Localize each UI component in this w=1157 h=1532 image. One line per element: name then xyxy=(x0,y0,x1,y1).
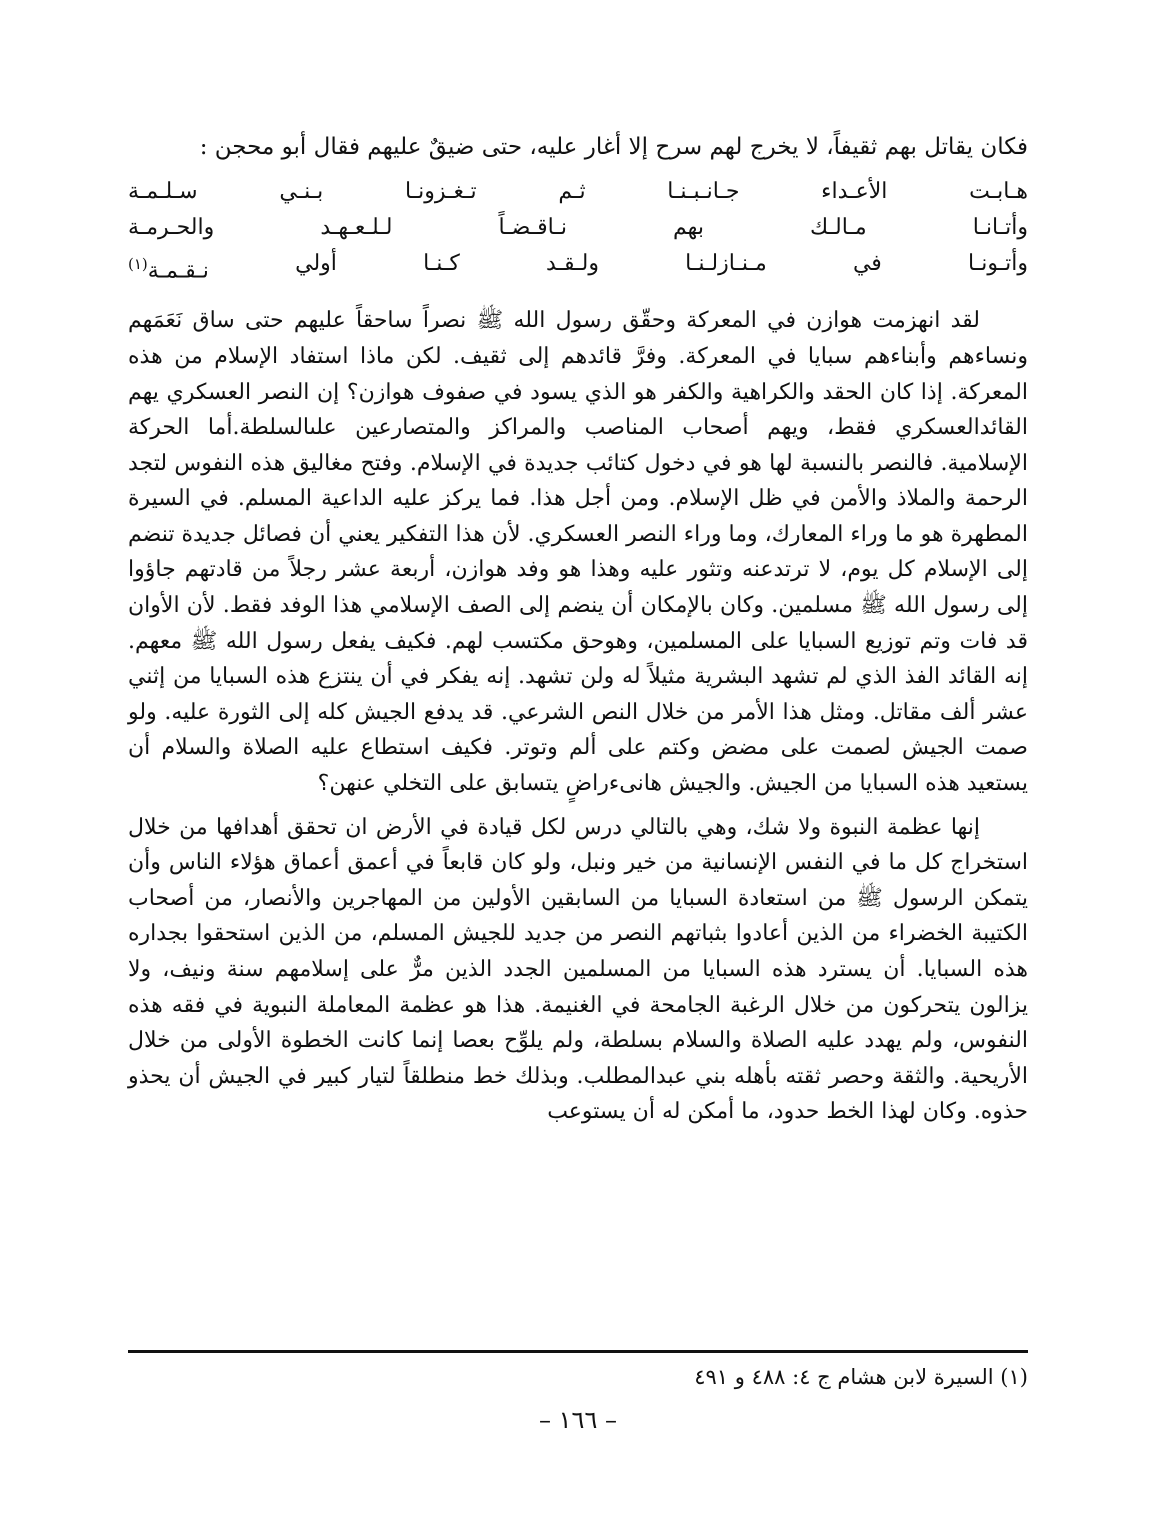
paragraph: إنها عظمة النبوة ولا شك، وهي بالتالي درس لكل قيادة في الأرض ان تحقق أهدافها من خلال استخراج كل ما في النفس الإنسانية من خير ونبل، ولو كان قابعاً في أعمق أعماق هؤلاء الناس وأن يتمكن الرسول ﷺ من استعادة السبايا من السابقين الأولين من المهاجرين والأنصار، من أصحاب الكتيبة الخضراء من الذين أعادوا بثباتهم النصر من جديد للجيش المسلم، من الذين استحقوا بجداره هذه السبايا. أن يسترد هذه السبايا من المسلمين الجدد الذين مرٌّ على إسلامهم سنة ونيف، ولا يزالون يتحركون من خلال الرغبة الجامحة في الغنيمة. هذا هو عظمة المعاملة النبوية في فقه هذه النفوس، ولم يهدد عليه الصلاة والسلام بسلطة، ولم يلوِّح بعصا إنما كانت الخطوة الأولى من خلال الأريحية. والثقة وحصر ثقته بأهله بني عبدالمطلب. وبذلك خط منطلقاً لتيار كبير في الجيش أن يحذو حذوه. وكان لهذا الخط حدود، ما أمكن له أن يستوعب xyxy=(128,814,1028,1125)
poem-word: نـقـمـة xyxy=(147,258,209,284)
poem xyxy=(128,174,1028,289)
poem-word: في xyxy=(852,251,882,276)
poem-word: مـالـك xyxy=(810,215,867,240)
footnote-marker: (١) xyxy=(128,255,148,273)
poem-word: لـلـعـهـد xyxy=(320,215,393,240)
poem-word: الأعـداء xyxy=(821,179,888,204)
poem-word: مـنـازلـنـا xyxy=(685,251,767,276)
poem-line xyxy=(128,174,1028,210)
poem-word: ولـقـد xyxy=(546,251,599,276)
poem-word: ثـم xyxy=(558,179,586,204)
poem-line xyxy=(128,246,1028,289)
poem-word: وأتـونـا xyxy=(968,251,1028,276)
book-page xyxy=(128,130,1028,1510)
page-number: – ١٦٦ – xyxy=(539,1406,617,1434)
poem-word: بهم xyxy=(673,215,704,240)
footnote: (١) السيرة لابن هشام ج ٤: ٤٨٨ و ٤٩١ xyxy=(694,1365,1028,1389)
poem-word: أولي xyxy=(295,251,337,276)
paragraph: لقد انهزمت هوازن في المعركة وحقّق رسول الله ﷺ نصراً ساحقاً عليهم حتى ساق نَعَمَهم ونساءهم وأبناءهم سبايا في المعركة. وفرَّ قائدهم إلى ثقيف. لكن ماذا استفاد الإسلام من هذه المعركة. إذا كان الحقد والكراهية والكفر هو الذي يسود في صفوف هوازن؟ إن النصر العسكري يهم القائدالعسكري فقط، ويهم أصحاب المناصب والمراكز والمتصارعين علىالسلطة.أما الحركة الإسلامية. فالنصر بالنسبة لها هو في دخول كتائب جديدة في الإسلام. وفتح مغاليق هذه النفوس لتجد الرحمة والملاذ والأمن في ظل الإسلام. ومن أجل هذا. فما يركز عليه الداعية المسلم. في السيرة المطهرة هو ما وراء المعارك، وما وراء النصر العسكري. لأن هذا التفكير يعني أن فصائل جديدة تنضم إلى الإسلام كل يوم، لا ترتدعنه وتثور عليه وهذا هو وفد هوازن، أربعة عشر رجلاً من قادتهم جاؤوا إلى رسول الله ﷺ مسلمين. وكان بالإمكان أن ينضم إلى الصف الإسلامي هذا الوفد فقط. لأن الأوان قد فات وتم توزيع السبايا على المسلمين، وهوحق مكتسب لهم. فكيف يفعل رسول الله ﷺ معهم. إنه القائد الفذ الذي لم تشهد البشرية مثيلاً له ولن تشهد. إنه يفكر في أن ينتزع هذه السبايا من إثني عشر ألف مقاتل. ومثل هذا الأمر من خلال النص الشرعي. قد يدفع الجيش كله إلى الثورة عليه. ولو صمت الجيش لصمت على مضض وكتم على ألم وتوتر. فكيف استطاع عليه الصلاة والسلام أن يستعيد هذه السبايا من الجيش. والجيش هانىءراضٍ يتسابق على التخلي عنهن؟ xyxy=(128,308,1028,797)
poem-word: هـابـت xyxy=(969,179,1028,204)
poem-word: وأتـانـا xyxy=(972,215,1028,240)
poem-line xyxy=(128,210,1028,246)
poem-word: جـانـبـنـا xyxy=(667,179,740,204)
poem-last-word xyxy=(128,246,209,289)
poem-word: بـنـي xyxy=(279,179,324,204)
footnote-divider xyxy=(128,1350,1028,1353)
poem-word: والحـرمـة xyxy=(128,215,215,240)
intro-line: فكان يقاتل بهم ثقيفاً، لا يخرج لهم سرح إلا أغار عليه، حتى ضيقٌ عليهم فقال أبو محجن : xyxy=(199,134,1028,160)
poem-word: نـاقـضـاً xyxy=(498,215,567,240)
poem-word: تـغـزونـا xyxy=(405,179,477,204)
poem-word: كـنـا xyxy=(423,251,460,276)
poem-word: سـلـمـة xyxy=(128,179,198,204)
